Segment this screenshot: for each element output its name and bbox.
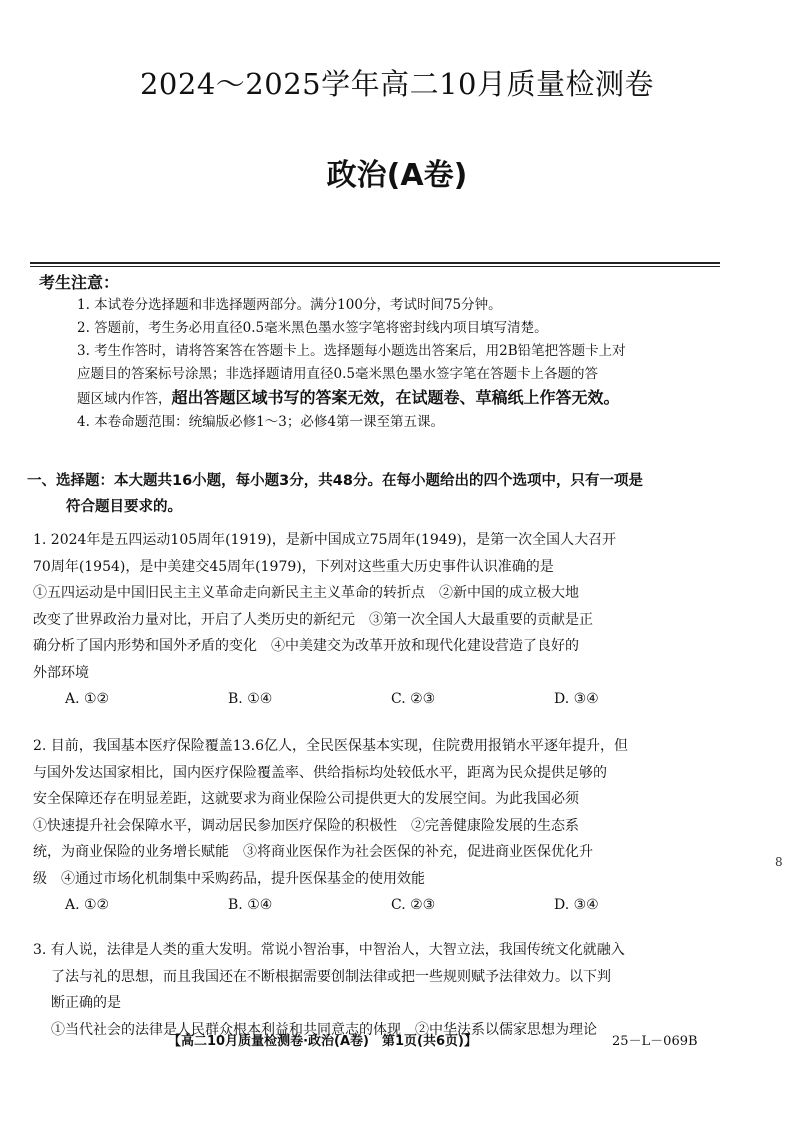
notice-item-3-line-3	[39, 386, 729, 411]
question-3-line-3: 断正确的是	[51, 995, 121, 1011]
notice-item-3-line-1: 3. 考生作答时，请将答案答在答题卡上。选择题每小题选出答案后，用2B铅笔把答题卡上对	[77, 343, 626, 359]
candidate-notice	[39, 272, 729, 434]
question-1-line-5: 确分析了国内形势和国外矛盾的变化 ④中美建交为改革开放和现代化建设营造了良好的	[33, 638, 579, 654]
question-3-line-2: 了法与礼的思想，而且我国还在不断根据需要创制法律或把一些规则赋予法律效力。以下判	[51, 968, 611, 985]
page-footer-label: 【高二10月质量检测卷·政治(A卷) 第1页(共6页)】	[168, 1034, 477, 1049]
section-heading-line-1: 一、选择题：本大题共16小题，每小题3分，共48分。在每小题给出的四个选项中，只有一项是	[27, 473, 643, 489]
header-divider-thick	[30, 262, 720, 264]
question-1-option-a: A. ①②	[65, 691, 110, 707]
notice-item-1: 1. 本试卷分选择题和非选择题两部分。满分100分，考试时间75分钟。	[77, 297, 502, 313]
question-2-options	[33, 892, 733, 918]
exam-subtitle: 政治(A卷)	[326, 158, 468, 193]
question-2-line-2: 与国外发达国家相比，国内医疗保险覆盖率、供给指标均处较低水平，距离为民众提供足够的	[33, 764, 607, 781]
question-2-option-d: D. ③④	[554, 897, 599, 913]
question-2	[33, 733, 733, 918]
question-2-line-3: 安全保障还存在明显差距，这就要求为商业保险公司提供更大的发展空间。为此我国必须	[33, 791, 579, 807]
question-1	[33, 527, 733, 712]
question-2-option-a: A. ①②	[65, 897, 110, 913]
notice-heading: 考生注意：	[39, 273, 120, 292]
section-heading-line-2: 符合题目要求的。	[66, 499, 182, 515]
question-3	[33, 937, 733, 1043]
notice-item-3-line-2: 应题目的答案标号涂黑；非选择题请用直径0.5毫米黑色墨水签字笔在答题卡上各题的答	[77, 366, 598, 382]
notice-item-3-emphasis: 超出答题区域书写的答案无效，在试题卷、草稿纸上作答无效。	[171, 388, 620, 407]
question-1-line-3: ①五四运动是中国旧民主主义革命走向新民主主义革命的转折点 ②新中国的成立极大地	[33, 585, 579, 601]
exam-title: 2024～2025学年高二10月质量检测卷	[139, 67, 654, 101]
margin-mark: 8	[775, 855, 783, 869]
question-2-line-6: 级 ④通过市场化机制集中采购药品，提升医保基金的使用效能	[33, 870, 425, 887]
question-1-option-c: C. ②③	[391, 691, 436, 707]
question-1-line-4: 改变了世界政治力量对比，开启了人类历史的新纪元 ③第一次全国人大最重要的贡献是正	[33, 611, 593, 628]
question-1-line-6: 外部环境	[33, 664, 89, 681]
page-footer-code: 25－L－069B	[612, 1034, 698, 1049]
question-3-line-1: 3. 有人说，法律是人类的重大发明。常说小智治事，中智治人，大智立法，我国传统文化就融入	[33, 942, 625, 958]
notice-item-4: 4. 本卷命题范围：统编版必修1～3；必修4第一课至第五课。	[77, 414, 444, 430]
question-1-option-d: D. ③④	[554, 691, 599, 707]
question-1-line-1: 1. 2024年是五四运动105周年(1919)，是新中国成立75周年(1949)，是第一次全国人大召开	[33, 532, 617, 548]
question-1-line-2: 70周年(1954)，是中美建交45周年(1979)，下列对这些重大历史事件认识准确的是	[33, 558, 554, 575]
notice-item-2: 2. 答题前，考生务必用直径0.5毫米黑色墨水签字笔将密封线内项目填写清楚。	[77, 320, 548, 336]
question-2-option-c: C. ②③	[391, 897, 436, 913]
section-heading	[27, 468, 727, 520]
question-2-line-5: 统，为商业保险的业务增长赋能 ③将商业医保作为社会医保的补充，促进商业医保优化升	[33, 844, 593, 860]
question-2-option-b: B. ①④	[228, 897, 273, 913]
notice-item-3-plain: 题区域内作答，	[77, 391, 172, 407]
question-2-line-4: ①快速提升社会保障水平，调动居民参加医疗保险的积极性 ②完善健康险发展的生态系	[33, 817, 579, 834]
question-2-line-1: 2. 目前，我国基本医疗保险覆盖13.6亿人，全民医保基本实现，住院费用报销水平逐年提升，但	[33, 738, 628, 754]
header-divider-thin	[30, 266, 720, 267]
question-1-option-b: B. ①④	[228, 691, 273, 707]
question-1-options	[33, 686, 733, 712]
question-3-line-4: ①当代社会的法律是人民群众根本利益和共同意志的体现 ②中华法系以儒家思想为理论	[51, 1021, 597, 1038]
